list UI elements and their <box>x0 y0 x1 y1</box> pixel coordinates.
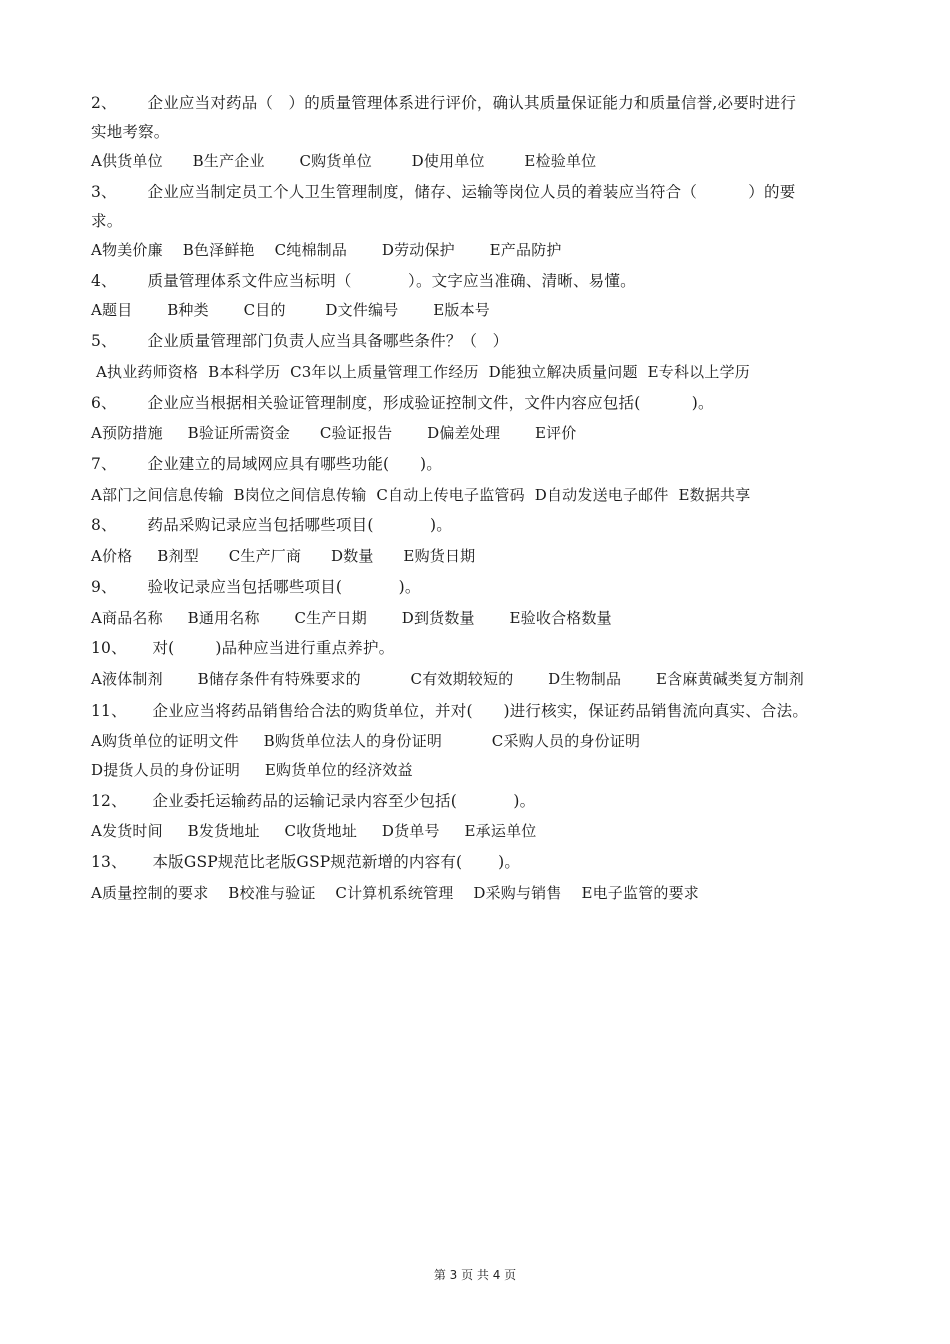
page-footer: 第 3 页 共 4 页 <box>433 1268 517 1282</box>
question-13-options: A质量控制的要求 B校准与验证 C计算机系统管理 D采购与销售 E电子监管的要求 <box>91 884 700 902</box>
question-6-options: A预防措施 B验证所需资金 C验证报告 D偏差处理 E评价 <box>91 424 577 442</box>
question-8-options: A价格 B剂型 C生产厂商 D数量 E购货日期 <box>91 547 476 565</box>
question-5-options: A执业药师资格 B本科学历 C3年以上质量管理工作经历 D能独立解决质量问题 E专科以上学历 <box>91 363 750 381</box>
question-12-options: A发货时间 B发货地址 C收货地址 D货单号 E承运单位 <box>91 822 537 840</box>
question-11: 11、 企业应当将药品销售给合法的购货单位，并对( )进行核实，保证药品销售流向真实、合法。 <box>91 702 809 720</box>
question-7: 7、 企业建立的局域网应具有哪些功能( )。 <box>91 455 442 473</box>
question-11-options-line-1: A购货单位的证明文件 B购货单位法人的身份证明 C采购人员的身份证明 <box>91 732 641 750</box>
question-6: 6、 企业应当根据相关验证管理制度，形成验证控制文件，文件内容应包括( )。 <box>91 394 714 412</box>
question-4: 4、 质量管理体系文件应当标明（ ）。文字应当准确、清晰、易懂。 <box>91 272 636 290</box>
question-10-options: A液体制剂 B储存条件有特殊要求的 C有效期较短的 D生物制品 E含麻黄碱类复方制剂 <box>91 670 804 688</box>
question-11-options-line-2: D提货人员的身份证明 E购货单位的经济效益 <box>91 761 413 779</box>
question-3-options: A物美价廉 B色泽鲜艳 C纯棉制品 D劳动保护 E产品防护 <box>91 241 562 259</box>
question-5: 5、 企业质量管理部门负责人应当具备哪些条件？（ ） <box>91 332 509 350</box>
question-12: 12、 企业委托运输药品的运输记录内容至少包括( )。 <box>91 792 536 810</box>
question-10: 10、 对( )品种应当进行重点养护。 <box>91 639 395 657</box>
question-2-options: A供货单位 B生产企业 C购货单位 D使用单位 E检验单位 <box>91 152 597 170</box>
question-7-options: A部门之间信息传输 B岗位之间信息传输 C自动上传电子监管码 D自动发送电子邮件 E数据共享 <box>91 486 751 504</box>
question-2-line-2: 实地考察。 <box>91 123 170 141</box>
question-2-line-1: 2、 企业应当对药品（ ）的质量管理体系进行评价，确认其质量保证能力和质量信誉,必要时进行 <box>91 94 797 112</box>
question-3-line-2: 求。 <box>91 212 123 230</box>
question-4-options: A题目 B种类 C目的 D文件编号 E版本号 <box>91 301 490 319</box>
question-3-line-1: 3、 企业应当制定员工个人卫生管理制度，储存、运输等岗位人员的着装应当符合（ ）的要 <box>91 183 796 201</box>
question-9-options: A商品名称 B通用名称 C生产日期 D到货数量 E验收合格数量 <box>91 609 612 627</box>
question-9: 9、 验收记录应当包括哪些项目( )。 <box>91 578 421 596</box>
question-8: 8、 药品采购记录应当包括哪些项目( )。 <box>91 516 452 534</box>
question-13: 13、 本版GSP规范比老版GSP规范新增的内容有( )。 <box>91 853 521 871</box>
